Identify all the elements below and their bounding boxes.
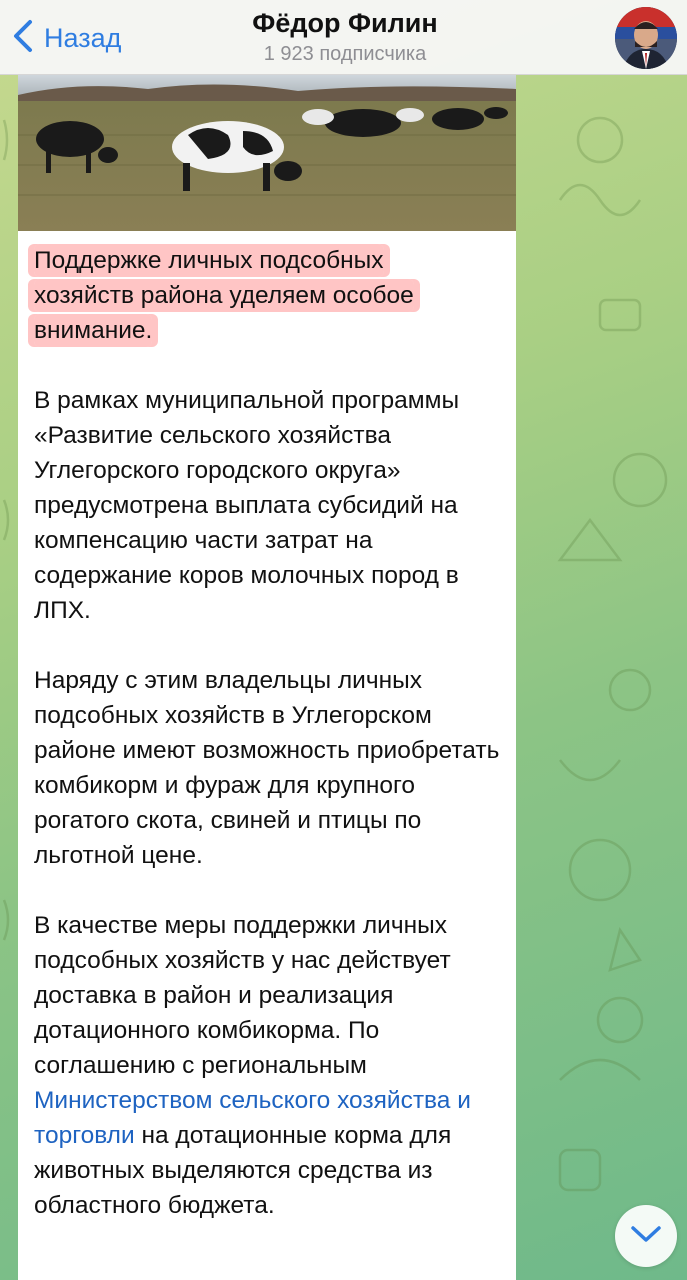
message-text [34,243,512,1223]
paragraph-text: на дотационные корма для животных выделяются средства из областного бюджета. [34,1122,452,1219]
highlight-line: хозяйств района уделяем особое [34,279,414,312]
chat-header [0,0,687,75]
paragraph-text: В качестве меры поддержки личных подсобных хозяйств у нас действует доставка в район и реализация дотационного комбикорма. По соглашению с региональным [34,912,451,1079]
subscriber-count: 1 923 подписчика [263,43,427,65]
message-photo[interactable] [18,75,516,231]
highlighted-lead [34,243,512,348]
channel-avatar[interactable] [615,7,677,69]
chat-title-block[interactable] [160,8,530,66]
ministry-link[interactable]: Министерством сельского хозяйства и торговли [34,1087,471,1149]
scroll-down-button[interactable] [615,1205,677,1267]
back-label: Назад [44,22,122,53]
paragraph-ministry [34,908,512,1223]
channel-title: Фёдор Филин [252,8,438,38]
chevron-down-icon [629,1223,663,1250]
chevron-left-icon [10,18,36,59]
paragraph-feed: Наряду с этим владельцы личных подсобных хозяйств в Углегорском районе имеют возможность приобретать комбикорм и фураж для крупного рогатого скота, свиней и птицы по льготной цене. [34,667,500,869]
message-bubble[interactable] [18,75,516,1280]
back-button[interactable] [10,18,121,58]
paragraph-subsidy: В рамках муниципальной программы «Развитие сельского хозяйства Углегорского городского округа» предусмотрена выплата субсидий на компенсацию части затрат на содержание коров молочных пород в ЛПХ. [34,387,460,624]
highlight-line: внимание. [34,314,152,347]
highlight-line: Поддержке личных подсобных [34,244,384,277]
